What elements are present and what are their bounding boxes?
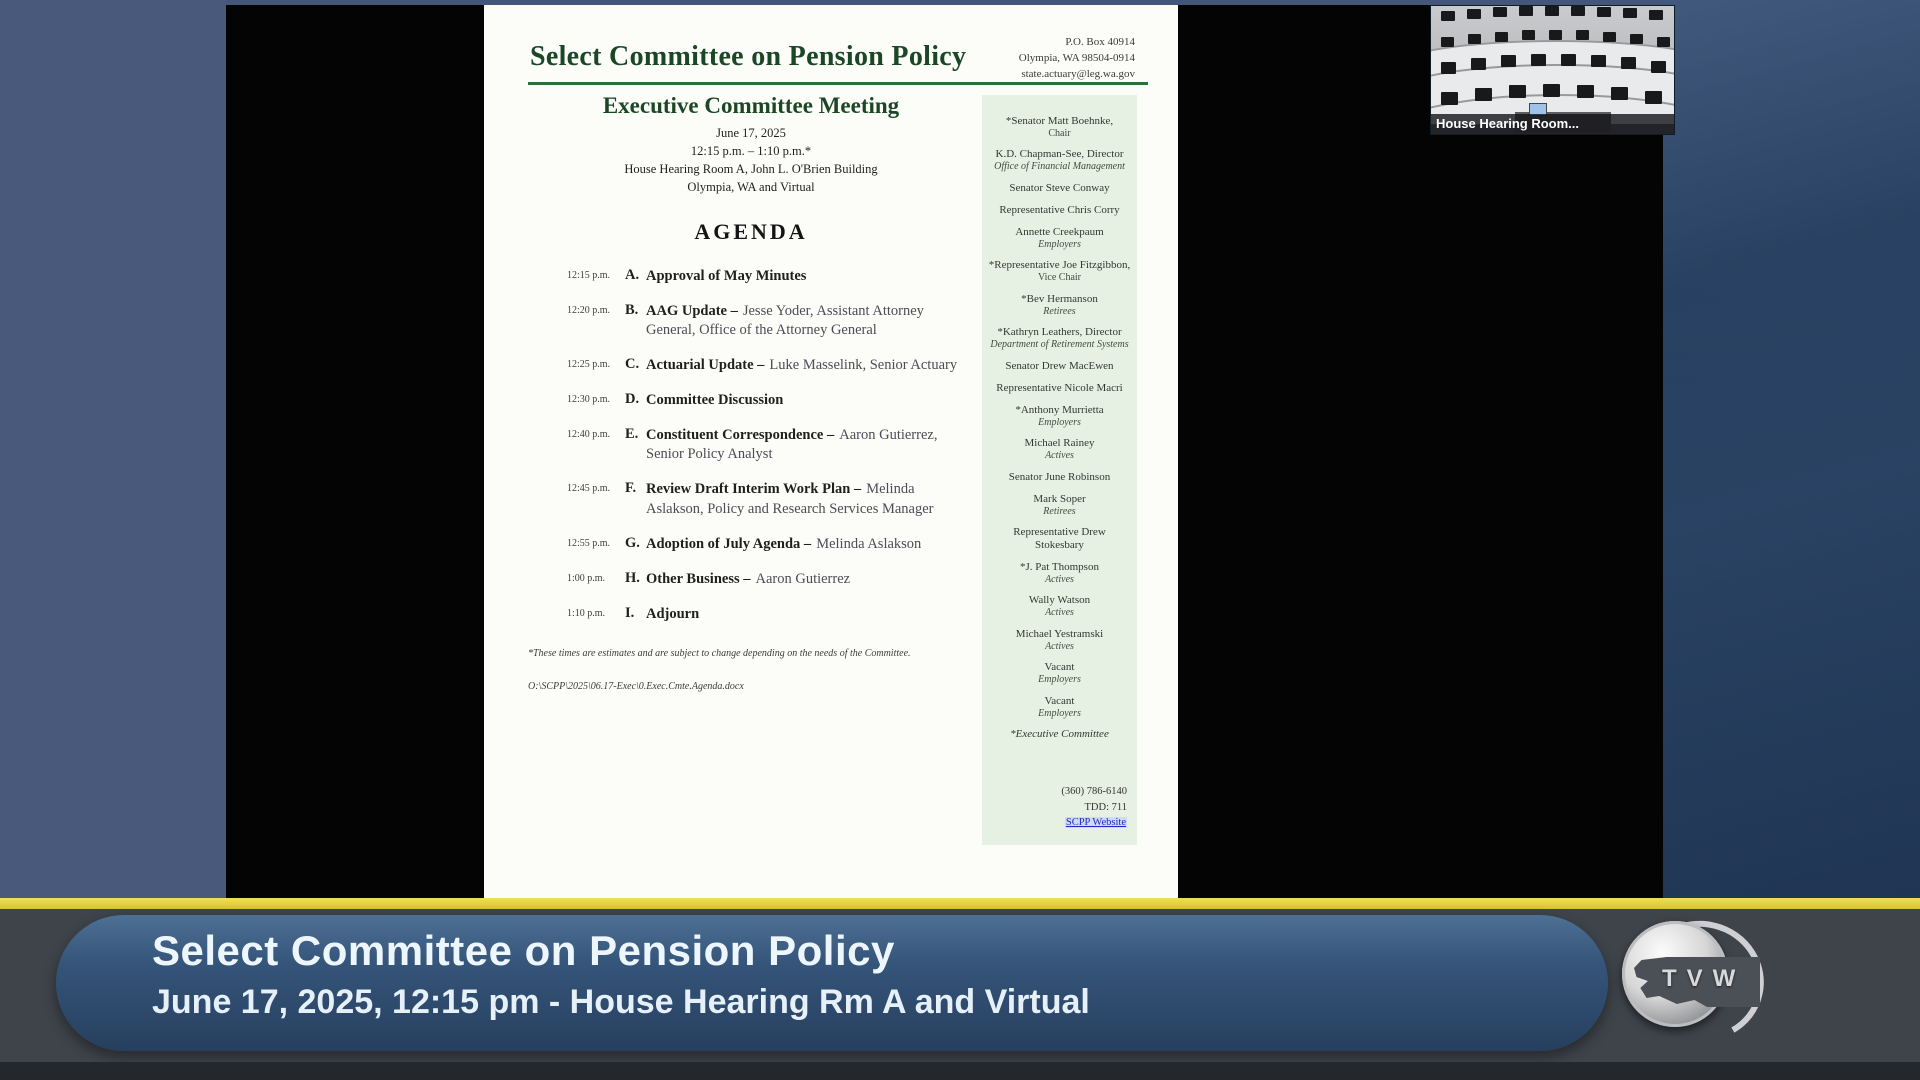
chair-silhouette: [1519, 6, 1533, 16]
member-list: [988, 115, 1131, 750]
member-name: Representative Chris Corry: [999, 203, 1120, 216]
agenda-item-title: Actuarial Update –: [646, 356, 765, 373]
document-subtitle: Executive Committee Meeting: [602, 93, 900, 118]
agenda-item-time: 12:55 p.m.: [567, 537, 611, 549]
agenda-item-title: Committee Discussion: [646, 392, 784, 408]
member-name: *Bev Hermanson: [1021, 292, 1098, 305]
agenda-item-time: 1:10 p.m.: [567, 607, 606, 619]
member-entry: [988, 471, 1131, 484]
agenda-item-detail: Aaron Gutierrez: [755, 570, 851, 587]
chair-silhouette: [1493, 7, 1507, 17]
member-name: Vacant: [1044, 661, 1075, 674]
member-name: *Senator Matt Boehnke,: [1005, 115, 1114, 127]
agenda-item-letter: G.: [625, 534, 640, 551]
chair-silhouette: [1495, 32, 1508, 42]
agenda-item-title: Adoption of July Agenda –: [646, 535, 812, 552]
members-sidebar: [982, 95, 1137, 845]
member-entry: [988, 493, 1131, 517]
member-entry: [988, 382, 1131, 395]
agenda-list: [528, 267, 974, 625]
meeting-time: 12:15 p.m. – 1:10 p.m.*: [690, 144, 812, 159]
chair-silhouette: [1630, 34, 1643, 44]
scpp-website-link[interactable]: SCPP Website: [1065, 817, 1126, 829]
tvw-logo: [1622, 921, 1762, 1039]
lower-third-region: [0, 909, 1920, 1080]
video-thumbnail[interactable]: [1430, 5, 1675, 135]
member-entry: [988, 293, 1131, 317]
contact-po-box: P.O. Box 40914: [1065, 36, 1135, 48]
agenda-item: [528, 426, 974, 464]
member-entry: [988, 695, 1131, 719]
chair-silhouette: [1577, 85, 1594, 98]
agenda-item-detail: Melinda Aslakson, Policy and Research Services Manager: [646, 481, 934, 517]
meeting-venue: Olympia, WA and Virtual: [687, 180, 815, 195]
chair-silhouette: [1441, 37, 1454, 47]
member-entry: [988, 628, 1131, 652]
chair-silhouette: [1623, 8, 1637, 18]
chair-silhouette: [1441, 11, 1455, 21]
banner-title: Select Committee on Pension Policy: [152, 927, 895, 974]
member-name: Senator Steve Conway: [1009, 181, 1110, 194]
agenda-item: [528, 570, 974, 589]
member-entry: [988, 148, 1131, 172]
member-name: Senator June Robinson: [1008, 470, 1111, 483]
member-entry: [988, 226, 1131, 250]
member-entry: [988, 594, 1131, 618]
agenda-item-time: 12:45 p.m.: [567, 483, 611, 495]
chair-silhouette: [1545, 6, 1559, 16]
member-entry: [988, 526, 1131, 552]
agenda-item-letter: A.: [625, 266, 640, 283]
chair-silhouette: [1597, 7, 1611, 17]
agenda-item-detail: Luke Masselink, Senior Actuary: [769, 356, 958, 373]
chair-silhouette: [1561, 54, 1576, 66]
member-entry: [988, 204, 1131, 217]
bottom-edge-strip: [0, 1062, 1920, 1080]
agenda-item-letter: I.: [625, 604, 635, 621]
agenda-item-text: [646, 535, 974, 554]
member-name: *Anthony Murrietta: [1015, 403, 1104, 416]
member-role: Employers: [1038, 674, 1081, 686]
chair-silhouette: [1509, 85, 1526, 98]
chair-silhouette: [1649, 10, 1663, 20]
chair-silhouette: [1571, 6, 1585, 16]
member-name: *Representative Joe Fitzgibbon,: [988, 259, 1131, 272]
member-name: *J. Pat Thompson: [1020, 561, 1099, 573]
agenda-document-page: [484, 5, 1178, 898]
member-role: Vice Chair: [1038, 272, 1081, 284]
member-role: Actives: [1045, 607, 1074, 619]
agenda-item-text: [646, 605, 974, 624]
chair-silhouette: [1549, 30, 1562, 40]
agenda-item: [528, 535, 974, 554]
member-role: Employers: [1038, 707, 1081, 719]
member-name: Wally Watson: [1028, 594, 1091, 607]
agenda-heading: AGENDA: [694, 218, 808, 244]
agenda-item-text: [646, 356, 974, 375]
member-role: Actives: [1045, 450, 1074, 462]
chair-silhouette: [1441, 62, 1456, 74]
agenda-item-letter: F.: [625, 480, 637, 497]
member-role: Retirees: [1043, 505, 1076, 517]
member-role: Chair: [1048, 127, 1071, 139]
document-title: Select Committee on Pension Policy: [530, 41, 967, 72]
tvw-logo-text: TVW: [1662, 965, 1746, 992]
chair-silhouette: [1522, 30, 1535, 40]
member-name: Senator Drew MacEwen: [1005, 359, 1114, 372]
chair-silhouette: [1603, 32, 1616, 42]
agenda-item-text: [646, 391, 974, 410]
member-entry: [988, 404, 1131, 428]
document-contact-block: [1019, 35, 1135, 83]
document-file-path: O:\SCPP\2025\06.17-Exec\0.Exec.Cmte.Agenda.docx: [528, 681, 744, 692]
left-background-panel: [0, 0, 226, 898]
agenda-item-time: 12:25 p.m.: [567, 358, 611, 370]
right-background-panel: [1663, 0, 1920, 898]
agenda-item-letter: H.: [625, 569, 640, 586]
member-name: Annette Creekpaum: [1015, 225, 1104, 238]
member-name: Representative Nicole Macri: [996, 381, 1123, 394]
lower-third-banner: [56, 915, 1608, 1051]
member-entry: [988, 115, 1131, 139]
chair-silhouette: [1576, 30, 1589, 40]
agenda-item-detail: Melinda Aslakson: [816, 535, 922, 552]
agenda-item-time: 12:40 p.m.: [567, 429, 611, 441]
document-main-column: [528, 93, 974, 692]
agenda-item-title: Review Draft Interim Work Plan –: [646, 481, 862, 498]
chair-silhouette: [1467, 9, 1481, 19]
agenda-item: [528, 356, 974, 375]
member-role: Employers: [1038, 238, 1081, 250]
video-thumbnail-label: House Hearing Room...: [1431, 114, 1674, 134]
agenda-item: [528, 605, 974, 624]
member-role: Department of Retirement Systems: [990, 339, 1129, 351]
chair-silhouette: [1501, 55, 1516, 67]
chair-silhouette: [1531, 54, 1546, 66]
agenda-item: [528, 391, 974, 410]
member-role: Actives: [1045, 573, 1074, 585]
chair-silhouette: [1591, 55, 1606, 67]
agenda-item-text: [646, 570, 974, 589]
member-entry: [988, 182, 1131, 195]
sidebar-phone: (360) 786-6140: [1061, 785, 1127, 797]
agenda-item-time: 12:20 p.m.: [567, 304, 611, 316]
member-name: Mark Soper: [1033, 492, 1086, 505]
agenda-item-title: Adjourn: [646, 605, 700, 622]
chair-silhouette: [1468, 34, 1481, 44]
agenda-item-text: [646, 480, 974, 518]
chair-silhouette: [1621, 57, 1636, 69]
member-name: Michael Rainey: [1024, 437, 1095, 450]
member-name: *Executive Committee: [1010, 728, 1109, 741]
contact-email: state.actuary@leg.wa.gov: [1021, 67, 1135, 80]
chair-silhouette: [1645, 91, 1662, 104]
meeting-date: June 17, 2025: [716, 126, 786, 140]
agenda-item-title: Approval of May Minutes: [646, 267, 807, 284]
agenda-item-detail: Jesse Yoder, Assistant Attorney General, Office of the Attorney General: [646, 302, 924, 338]
agenda-item-time: 12:15 p.m.: [567, 269, 611, 281]
member-name: Michael Yestramski: [1015, 627, 1104, 640]
member-entry: [988, 360, 1131, 373]
banner-top-divider: [0, 898, 1920, 909]
banner-subtitle: June 17, 2025, 12:15 pm - House Hearing Rm A and Virtual: [152, 983, 1090, 1021]
member-role: Office of Financial Management: [994, 161, 1125, 173]
member-role: Actives: [1045, 640, 1074, 652]
chair-silhouette: [1543, 84, 1560, 97]
contact-city: Olympia, WA 98504-0914: [1018, 51, 1135, 64]
sidebar-tdd: TDD: 711: [1084, 801, 1127, 813]
agenda-item-time: 12:30 p.m.: [567, 394, 611, 405]
member-name: K.D. Chapman-See, Director: [995, 148, 1124, 161]
sidebar-footer: [988, 784, 1131, 831]
agenda-item-title: Constituent Correspondence –: [646, 427, 835, 444]
chair-silhouette: [1475, 88, 1492, 101]
agenda-item-letter: D.: [625, 391, 640, 407]
agenda-item: [528, 302, 974, 340]
member-entry: [988, 661, 1131, 685]
member-name: *Kathryn Leathers, Director: [997, 326, 1122, 339]
agenda-item-title: AAG Update –: [646, 302, 738, 319]
member-entry: [988, 437, 1131, 461]
agenda-item-text: [646, 426, 974, 464]
member-entry: [988, 561, 1131, 585]
agenda-item-letter: E.: [625, 426, 639, 443]
agenda-footnote: *These times are estimates and are subject to change depending on the needs of the Committee.: [528, 648, 911, 659]
document-viewer-area: [226, 5, 1663, 898]
agenda-item: [528, 267, 974, 286]
agenda-item-time: 1:00 p.m.: [567, 572, 606, 584]
agenda-item: [528, 480, 974, 518]
chair-silhouette: [1441, 92, 1458, 105]
chair-silhouette: [1657, 37, 1670, 47]
member-role: Employers: [1038, 416, 1081, 428]
member-name: Representative Drew Stokesbary: [1013, 526, 1106, 552]
agenda-item-letter: C.: [625, 355, 640, 372]
agenda-item-text: [646, 302, 974, 340]
member-name: Vacant: [1044, 694, 1075, 707]
member-role: Retirees: [1043, 305, 1076, 317]
member-entry: [988, 728, 1131, 741]
title-divider: [528, 82, 1148, 85]
chair-silhouette: [1651, 61, 1666, 73]
member-entry: [988, 326, 1131, 350]
chair-silhouette: [1611, 87, 1628, 100]
agenda-item-title: Other Business –: [646, 570, 751, 587]
chair-silhouette: [1471, 58, 1486, 70]
agenda-item-text: [646, 267, 974, 286]
agenda-item-letter: B.: [625, 301, 639, 318]
member-entry: [988, 259, 1131, 283]
agenda-item-detail: Aaron Gutierrez, Senior Policy Analyst: [646, 427, 938, 463]
meeting-location: House Hearing Room A, John L. O'Brien Building: [624, 162, 878, 177]
